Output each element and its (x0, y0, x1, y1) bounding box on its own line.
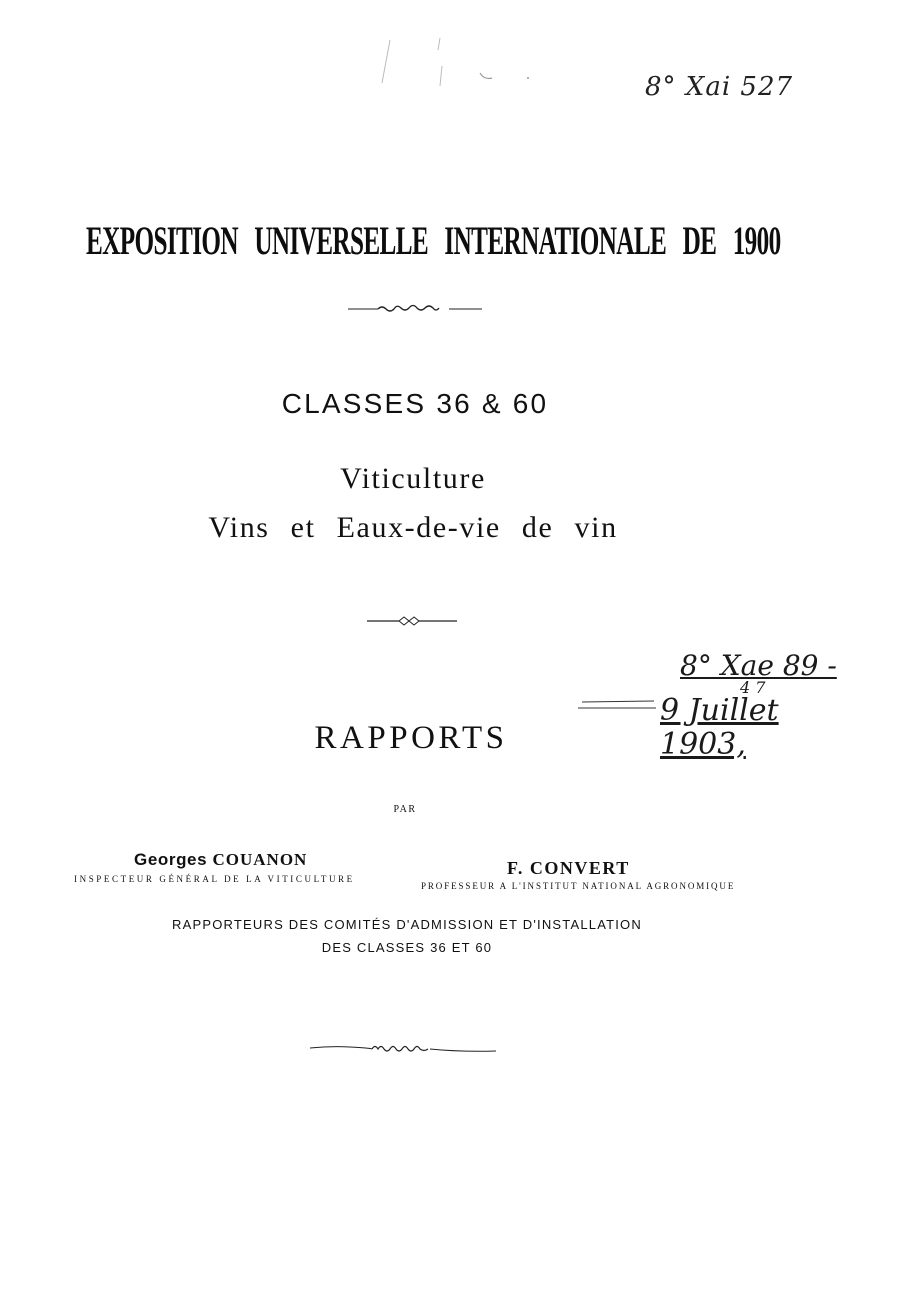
author-2-last-name: CONVERT (529, 858, 630, 878)
classes-heading (0, 388, 830, 420)
classes-label: CLASSES (281, 388, 427, 419)
by-label: PAR (393, 804, 417, 815)
title-word: DE (682, 218, 717, 263)
author-2-first-name: F. (507, 858, 524, 878)
title-word: EXPOSITION (86, 218, 238, 263)
ornament-divider-2 (367, 614, 457, 628)
author-1-name (134, 850, 354, 870)
classes-numbers: 36 & 60 (436, 388, 549, 419)
committee-line-2: DES CLASSES 36 ET 60 (321, 940, 493, 955)
accession-date: 9 Juillet 1903, (660, 693, 779, 762)
title-word: INTERNATIONALE (444, 218, 667, 263)
author-2-title: PROFESSEUR A L'INSTITUT NATIONAL AGRONOMIQUE (421, 881, 736, 891)
author-2-name (507, 858, 667, 879)
ornament-divider-1 (348, 300, 482, 316)
shelfmark-handwritten-top: 8° Xai 527 (645, 72, 794, 102)
author-1-last-name: COUANON (212, 850, 308, 869)
rapports-heading: RAPPORTS (314, 720, 508, 756)
faint-pencil-marks (370, 28, 540, 88)
author-1-first-name: Georges (134, 850, 208, 869)
ornament-divider-3 (310, 1040, 496, 1056)
committee-line-1: RAPPORTEURS DES COMITÉS D'ADMISSION ET D'INSTALLATION (172, 917, 642, 932)
accession-line-1: 8° Xae 89 - (680, 649, 837, 682)
title-word: 1900 (732, 218, 781, 263)
subject-line-2: Vins et Eaux-de-vie de vin (208, 511, 618, 544)
subject-line-1: Viticulture (340, 462, 486, 495)
main-title (86, 218, 781, 264)
accession-line-2: 4 7 (740, 678, 766, 697)
title-word: UNIVERSELLE (254, 218, 429, 263)
author-1-title: INSPECTEUR GÉNÉRAL DE LA VITICULTURE (74, 874, 355, 884)
